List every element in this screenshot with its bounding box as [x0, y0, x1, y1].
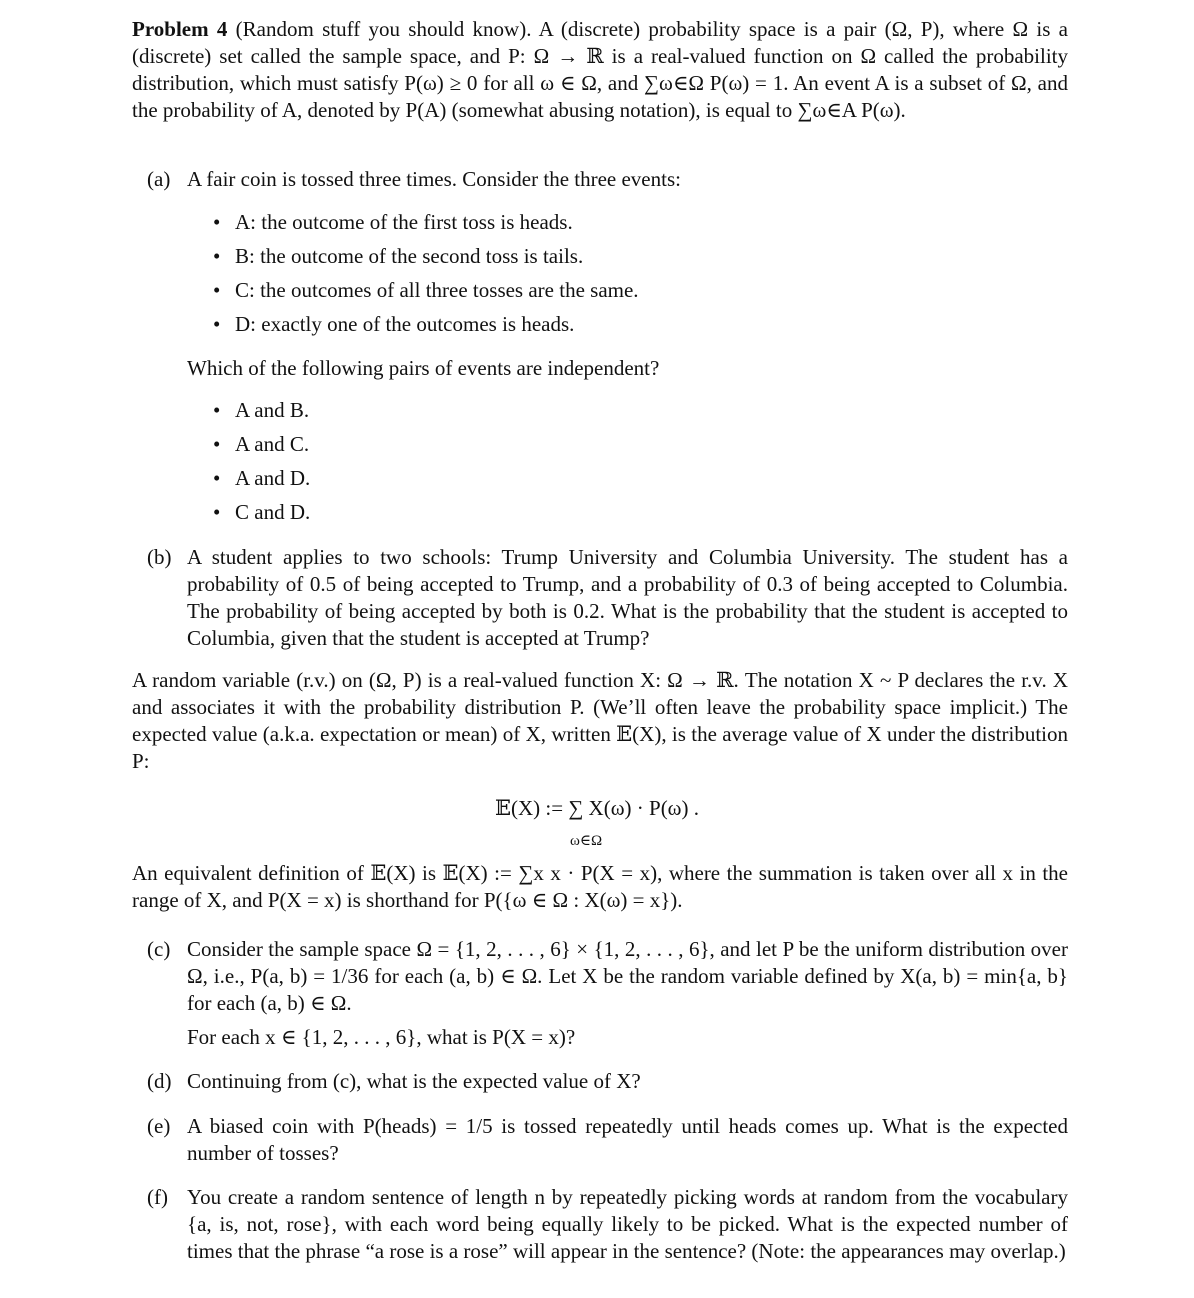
part-f-label: (f) [147, 1185, 168, 1209]
pair-item: • C and D. [235, 499, 310, 526]
part-d-label: (d) [147, 1069, 172, 1093]
part-b [147, 544, 1068, 652]
expectation-equation: 𝔼(X) := ∑ X(ω) · P(ω) . [494, 796, 699, 820]
intro-paragraph [132, 16, 1068, 124]
equation-subscript: ω∈Ω [570, 833, 603, 849]
part-d [147, 1068, 1068, 1095]
part-e-label: (e) [147, 1114, 171, 1138]
pair-item: • A and C. [235, 431, 309, 458]
part-c-label: (c) [147, 937, 171, 961]
part-a-text: A fair coin is tossed three times. Consider the three events: [187, 167, 681, 191]
part-a [147, 166, 1068, 193]
event-item: • A: the outcome of the first toss is heads. [235, 209, 573, 236]
random-variable-definition: A random variable (r.v.) on (Ω, P) is a real-valued function X: Ω → ℝ. The notation X ~ P declares the r.v. X and associates it with the probability distribution P. (We’ll often leave the probability space implicit.) The expected value (a.k.a. expectation or mean) of X, written 𝔼(X), is the average value of X under the distribution P: [132, 668, 1068, 773]
part-b-label: (b) [147, 545, 172, 569]
intro-text: (Random stuff you should know). A (discrete) probability space is a pair (Ω, P), where Ω is a (discrete) set called the sample space, and P: Ω → ℝ is a real-valued function on Ω called the probability distribution, which must satisfy P(ω) ≥ 0 for all ω ∈ Ω, and ∑ω∈Ω P(ω) = 1. An event A is a subset of Ω, and the probability of A, denoted by P(A) (somewhat abusing notation), is equal to ∑ω∈A P(ω). [132, 17, 1068, 122]
part-f [147, 1184, 1068, 1265]
part-c-question: For each x ∈ {1, 2, . . . , 6}, what is P(X = x)? [187, 1025, 576, 1049]
part-c-text: Consider the sample space Ω = {1, 2, . . . , 6} × {1, 2, . . . , 6}, and let P be the uniform distribution over Ω, i.e., P(a, b) = 1/36 for each (a, b) ∈ Ω. Let X be the random variable defined by X(a, b) = min{a, b} for each (a, b) ∈ Ω. [187, 937, 1068, 1015]
part-a-label: (a) [147, 167, 171, 191]
part-f-text: You create a random sentence of length n by repeatedly picking words at random from the vocabulary {a, is, not, rose}, with each word being equally likely to be picked. What is the expected number of times that the phrase “a rose is a rose” will appear in the sentence? (Note: the appearances may overlap.) [187, 1185, 1068, 1263]
equivalent-definition: An equivalent definition of 𝔼(X) is 𝔼(X) := ∑x x · P(X = x), where the summation is taken over all x in the range of X, and P(X = x) is shorthand for P({ω ∈ Ω : X(ω) = x}). [132, 861, 1068, 912]
part-c [147, 936, 1068, 1017]
part-e [147, 1113, 1068, 1167]
part-b-text: A student applies to two schools: Trump University and Columbia University. The student has a probability of 0.5 of being accepted to Trump, and a probability of 0.3 of being accepted to Columbia. The probability of being accepted by both is 0.2. What is the probability that the student is accepted to Columbia, given that the student is accepted at Trump? [187, 545, 1068, 650]
problem-title: Problem 4 [132, 17, 228, 41]
event-item: • C: the outcomes of all three tosses are the same. [235, 277, 639, 304]
event-item: • B: the outcome of the second toss is tails. [235, 243, 583, 270]
pair-item: • A and D. [235, 465, 310, 492]
part-a-question: Which of the following pairs of events are independent? [187, 356, 660, 380]
event-item: • D: exactly one of the outcomes is heads. [235, 311, 574, 338]
part-e-text: A biased coin with P(heads) = 1/5 is tossed repeatedly until heads comes up. What is the expected number of tosses? [187, 1114, 1068, 1165]
part-d-text: Continuing from (c), what is the expected value of X? [187, 1069, 641, 1093]
pair-item: • A and B. [235, 397, 309, 424]
